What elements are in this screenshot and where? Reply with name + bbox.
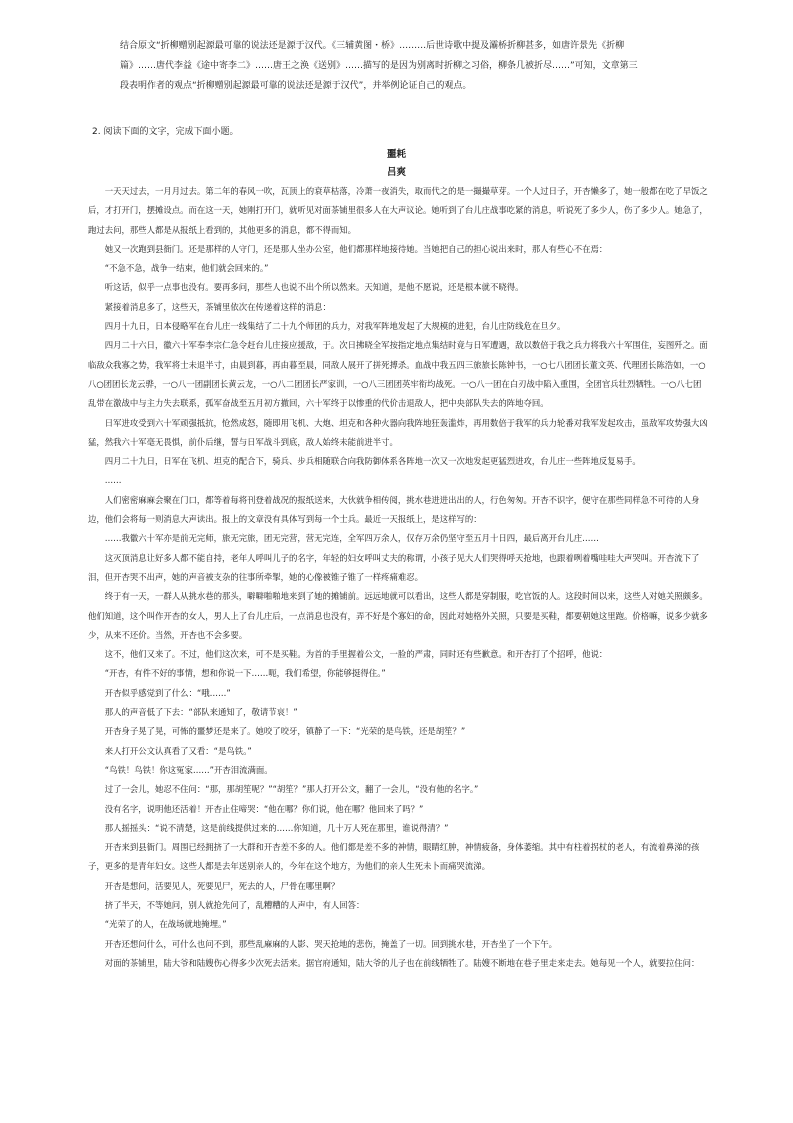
article-paragraph: 对面的茶铺里，陆大爷和陆嫂伤心得多少次死去活来。据官府通知，陆大爷的儿子也在前线牺牲了。陆嫂不断地在巷子里走来走去。她每见一个人，就要拉住问： bbox=[104, 957, 700, 968]
article-paragraph: 那人的声音低了下去：“部队来通知了，敬请节哀！” bbox=[104, 707, 298, 718]
article-paragraph: 日军进攻受到六十军顽强抵抗，怆然成怒，随即用飞机、大炮、坦克和各种火器向我阵地狂轰滥炸，再用数倍于我军的兵力轮番对我军发起攻击，虽敌军攻势强大凶猛，然我六十军毫无畏惧，前仆后继，誓与日军战斗到底，敌人始终未能前进半寸。 bbox=[88, 417, 708, 447]
article-title: 噩耗 bbox=[386, 149, 406, 160]
article-paragraph: 这灭顶消息让好多人都不能自持，老年人呼叫儿子的名字，年轻的妇女呼叫丈夫的称谓，小孩子见大人们哭得呼天抢地，也跟着咧着嘴哇哇大声哭叫。开杏流下了泪，但开杏哭不出声，她的声音被支杂的往事所牵掣，她的心像被锥子锥了一样疼痛难忍。 bbox=[88, 552, 700, 582]
article-paragraph: 开杏身子晃了晃，可怖的噩梦还是来了。她咬了咬牙，镇静了一下：“光荣的是鸟铁，还是胡笙？” bbox=[104, 726, 466, 737]
article-paragraph: 开杏似乎感觉到了什么：“哦……” bbox=[104, 687, 231, 698]
answer-explanation bbox=[120, 36, 690, 96]
article-paragraph: “不急不急，战争一结束，他们就会回来的。” bbox=[104, 263, 269, 274]
article-paragraph: …… bbox=[104, 475, 122, 486]
article-paragraph: “鸟铁！鸟铁！你这冤家……”开杏泪流满面。 bbox=[104, 764, 273, 775]
article-paragraph: 开杏来到县衙门。周围已经拥挤了一大群和开杏差不多的人。他们都是差不多的神情，眼睛红肿，神情疲备，身体萎缩。其中有柱着拐杖的老人，有流着鼻涕的孩子，更多的是青年妇女。这些人都是去年送别亲人的，今年在这个地方，为他们的亲人生死未卜而痛哭流涕。 bbox=[88, 842, 700, 872]
article-paragraph: 来人打开公文认真看了又看：“是鸟铁。” bbox=[104, 745, 252, 756]
article-paragraph: 四月二十九日，日军在飞机、坦克的配合下，骑兵、步兵相随联合向我防御体系各阵地一次又一次地发起更猛烈进攻，台儿庄一些阵地反复易手。 bbox=[104, 456, 641, 467]
article-paragraph: “光荣了的人，在战场就地掩埋。” bbox=[104, 919, 227, 930]
article-paragraph: “开杏，有件不好的事情，想和你说一下……呃，我们希望，你能够挺得住。” bbox=[104, 668, 386, 679]
article-paragraph: 开杏还想问什么，可什么也问不到，那些乱麻麻的人影、哭天抢地的悲伤，掩盖了一切。回到挑水巷，开杏坐了一个下午。 bbox=[104, 938, 558, 949]
article-paragraph: 那人摇摇头：“说不清楚，这是前线提供过来的……你知道，几十万人死在那里，谁说得清？” bbox=[104, 822, 449, 833]
question-heading: 2. 阅读下面的文字，完成下面小题。 bbox=[92, 127, 239, 137]
explanation-line: 篇》……唐代李益《途中寄李二》……唐王之涣《送别》……描写的是因为别离时折柳之习俗，柳条几被折尽……”可知，文章第三 bbox=[120, 61, 638, 71]
article-paragraph: ……我徽六十军亦是前无完师，旅无完旅，团无完营，营无完连，全军四万余人，仅存万余仍坚守至五月十日四，最后离开台儿庄…… bbox=[104, 533, 599, 544]
explanation-line: 段表明作者的观点“折柳赠别起源最可靠的说法还是源于汉代”，并举例论证自己的观点。 bbox=[120, 81, 472, 91]
article-paragraph: 挤了半天，不等她问，别人就抢先问了，乱糟糟的人声中，有人回答： bbox=[104, 899, 365, 910]
article-author: 吕爽 bbox=[386, 167, 406, 178]
article-paragraph: 没有名字，说明他还活着！开杏止住啼哭：“他在哪？你们说，他在哪？他回来了吗？” bbox=[104, 803, 424, 814]
article-paragraph: 一天天过去，一月月过去。第二年的春风一吹，瓦顶上的衰草枯落，冷萧一夜消失，取而代之的是一撮撮草芽。一个人过日子，开杏懒多了，她一般都在吃了早饭之后，才打开门，摆摊设点。而在这一天，她刚打开门，就听见对面茶铺里很多人在大声议论。她听到了台儿庄战事吃紧的消息，听说死了多少人，伤了多少人。她急了，跑过去问，那些人都是从报纸上看到的，其他更多的消息，都不得而知。 bbox=[88, 186, 708, 235]
article-paragraph: 她又一次跑到县衙门。还是那样的人守门，还是那人坐办公室，他们都那样地接待她。当她把自己的担心说出来时，那人有些心不在焉： bbox=[104, 243, 608, 254]
article-paragraph: 紧接着消息多了，这些天，茶铺里依次在传递着这样的消息： bbox=[104, 301, 331, 312]
article-paragraph: 终于有一天，一群人从挑水巷的那头，噼噼啪啪地来到了她的摊铺前。远远地就可以看出，这些人都是穿制服，吃官饭的人。这段时间以来，这些人对她关照颇多。他们知道，这个叫作开杏的女人，男人上了台儿庄后，一点消息也没有，弄不好是个寡妇的命，因此对她格外关照，只要是买鞋，都要朝她这里跑。价格嘛，说多少就多少，从来不还价。当然，开杏也不会多要。 bbox=[88, 591, 708, 640]
article-paragraph: 四月二十六日，徽六十军奉李宗仁急令赶台儿庄接应援敌，于。次日拂晓全军按指定地点集结时竟与日军遭遇，敌以数倍于我之兵力将我六十军围住，妄图歼之。面临敌众我寡之势，我军将士未退半寸，由晨到暮，再由暮至晨，同敌人展开了拼死搏杀。血战中我五四三旅旅长陈钟书，一○七八团团长董文英、代理团长陈浩如，一○八○团团长龙云骅，一○八一团副团长黄云龙，一○八二团团长严家训，一○八三团团英牢衔均战死。一○八一团在白刃战中陷入重围，全团官兵壮烈牺牲。一○八七团乱带在激战中与主力失去联系，孤军奋战至五月初方撤回，六十军终于以惨重的代价击退敌人，把中央部队失去的阵地夺回。 bbox=[88, 340, 708, 409]
article-paragraph: 开杏是想问，活要见人，死要见尸，死去的人，尸骨在哪里啊？ bbox=[104, 880, 340, 891]
article-paragraph: 听这话，似乎一点事也没有。要再多问，那些人也说不出个所以然来。天知道，是他不愿说，还是根本就不晓得。 bbox=[104, 282, 524, 293]
article-paragraph: 四月十九日，日本侵略军在台儿庄一线集结了二十九个师团的兵力，对我军阵地发起了大规模的进犯，台儿庄防线危在旦夕。 bbox=[104, 321, 566, 332]
article-paragraph: 人们密密麻麻会聚在门口，都等着每将刊登着战况的报纸送来，大伙就争相传阅，挑水巷进进出出的人，行色匆匆。开杏不识字，便守在那些同样急不可待的人身边，他们会将每一则消息大声读出。报上的文章没有具体写到每一个士兵。最近一天报纸上，是这样写的： bbox=[88, 494, 700, 525]
article-paragraph: 这不，他们又来了。不过，他们这次来，可不是买鞋。为首的手里握着公文，一脸的严肃，同时还有些歉意。和开杏打了个招呼，他说： bbox=[104, 649, 608, 660]
article-body bbox=[88, 182, 708, 973]
explanation-line: 结合原文“折柳赠别起源最可靠的说法还是源于汉代。《三辅黄图・桥》………后世诗歌中提及灞桥折柳甚多，如唐许景先《折柳 bbox=[120, 41, 625, 51]
article-paragraph: 过了一会儿，她忍不住问：“那，那胡笙呢？”“胡笙？”那人打开公文，翻了一会儿，“没有他的名字。” bbox=[104, 784, 479, 795]
